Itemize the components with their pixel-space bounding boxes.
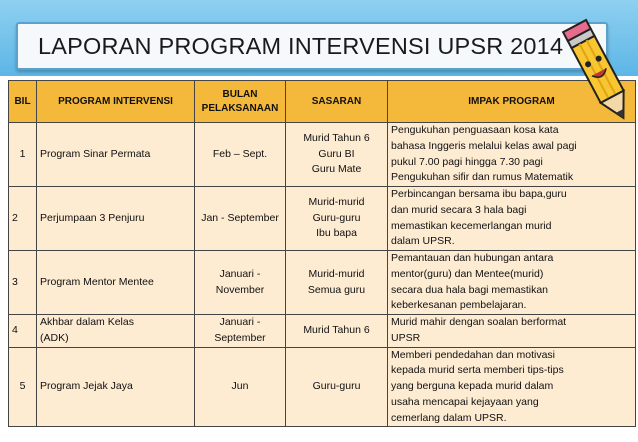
- bulan-line: November: [215, 283, 265, 296]
- sasaran-line: Murid-murid: [308, 267, 365, 280]
- cell-bulan: [195, 347, 286, 427]
- table-row: [9, 347, 636, 427]
- table-row: [9, 187, 636, 251]
- impak-line: bahasa Inggeris melalui kelas awal pagi: [391, 139, 577, 152]
- impak-line: Pemantauan dan hubungan antara: [391, 252, 554, 264]
- impak-line: Pengukuhan penguasaan kosa kata: [391, 124, 559, 136]
- cell-impak: [388, 315, 636, 348]
- sasaran-line: Guru-guru: [312, 211, 361, 224]
- cell-impak: [388, 187, 636, 251]
- bulan-line: Feb – Sept.: [212, 147, 268, 160]
- cell-bil: 3: [9, 251, 37, 315]
- impak-line: kepada murid serta memberi tips-tips: [391, 364, 564, 377]
- cell-bil: 5: [9, 347, 37, 427]
- impak-line: Pengukuhan sifir dan rumus Matematik: [391, 171, 574, 184]
- header-bulan-line1: BULAN: [222, 88, 258, 100]
- impak-line: yang berguna kepada murid dalam: [391, 380, 554, 392]
- pencil-icon: [560, 12, 638, 132]
- cell-sasaran: [286, 123, 388, 187]
- impak-line: UPSR: [391, 331, 421, 344]
- sasaran-line: Guru Mate: [311, 163, 362, 176]
- sasaran-line: Guru-guru: [312, 380, 361, 392]
- table-header-row: [9, 81, 636, 123]
- impak-line: pukul 7.00 pagi hingga 7.30 pagi: [391, 155, 543, 168]
- cell-bil: 1: [9, 123, 37, 187]
- cell-program: Perjumpaan 3 Penjuru: [37, 187, 195, 251]
- cell-impak: [388, 347, 636, 427]
- cell-program: Program Jejak Jaya: [37, 347, 195, 427]
- impak-line: dan murid secara 3 hala bagi: [391, 203, 527, 216]
- impak-line: dalam UPSR.: [391, 235, 455, 248]
- cell-impak: [388, 251, 636, 315]
- impak-line: usaha mencapai kejayaan yang: [391, 395, 539, 408]
- sasaran-line: Ibu bapa: [316, 227, 357, 240]
- table-row: [9, 123, 636, 187]
- table-row: [9, 315, 636, 348]
- sasaran-line: Guru BI: [318, 147, 355, 160]
- sasaran-line: Murid-murid: [308, 195, 365, 208]
- report-table: [8, 80, 636, 427]
- cell-bulan: [195, 187, 286, 251]
- header-impak: IMPAK PROGRAM: [388, 81, 636, 123]
- cell-program: [37, 315, 195, 348]
- header-program: PROGRAM INTERVENSI: [37, 81, 195, 123]
- impak-line: keberkesanan pembelajaran.: [391, 299, 527, 312]
- impak-line: Memberi pendedahan dan motivasi: [391, 348, 556, 361]
- cell-sasaran: [286, 187, 388, 251]
- cell-sasaran: [286, 347, 388, 427]
- cell-impak: [388, 123, 636, 187]
- program-line: Akhbar dalam Kelas: [40, 316, 134, 328]
- header-bulan: [195, 81, 286, 123]
- bulan-line: Jan - September: [201, 211, 279, 224]
- header-bulan-line2: PELAKSANAAN: [201, 102, 279, 114]
- cell-bulan: [195, 315, 286, 348]
- header-bil: BIL: [9, 81, 37, 123]
- impak-line: cemerlang dalam UPSR.: [391, 411, 507, 424]
- impak-line: secara dua hala bagi memastikan: [391, 283, 549, 296]
- sasaran-line: Semua guru: [307, 283, 366, 296]
- cell-program: Program Sinar Permata: [37, 123, 195, 187]
- program-line: (ADK): [40, 331, 69, 344]
- cell-sasaran: [286, 315, 388, 348]
- impak-line: Murid mahir dengan soalan berformat: [391, 316, 567, 328]
- bulan-line: Januari -: [219, 267, 261, 280]
- cell-bulan: [195, 123, 286, 187]
- cell-bil: 2: [9, 187, 37, 251]
- cell-bulan: [195, 251, 286, 315]
- table-row: [9, 251, 636, 315]
- impak-line: memastikan kecemerlangan murid: [391, 219, 552, 232]
- cell-sasaran: [286, 251, 388, 315]
- cell-program: Program Mentor Mentee: [37, 251, 195, 315]
- page-title: LAPORAN PROGRAM INTERVENSI UPSR 2014: [16, 22, 608, 70]
- impak-line: mentor(guru) dan Mentee(murid): [391, 267, 544, 280]
- bulan-line: Januari -: [219, 316, 261, 328]
- sasaran-line: Murid Tahun 6: [303, 131, 370, 144]
- impak-line: Perbincangan bersama ibu bapa,guru: [391, 188, 567, 200]
- header-sasaran: SASARAN: [286, 81, 388, 123]
- bulan-line: Jun: [231, 380, 249, 392]
- cell-bil: 4: [9, 315, 37, 348]
- sasaran-line: Murid Tahun 6: [303, 323, 370, 336]
- bulan-line: September: [214, 331, 266, 344]
